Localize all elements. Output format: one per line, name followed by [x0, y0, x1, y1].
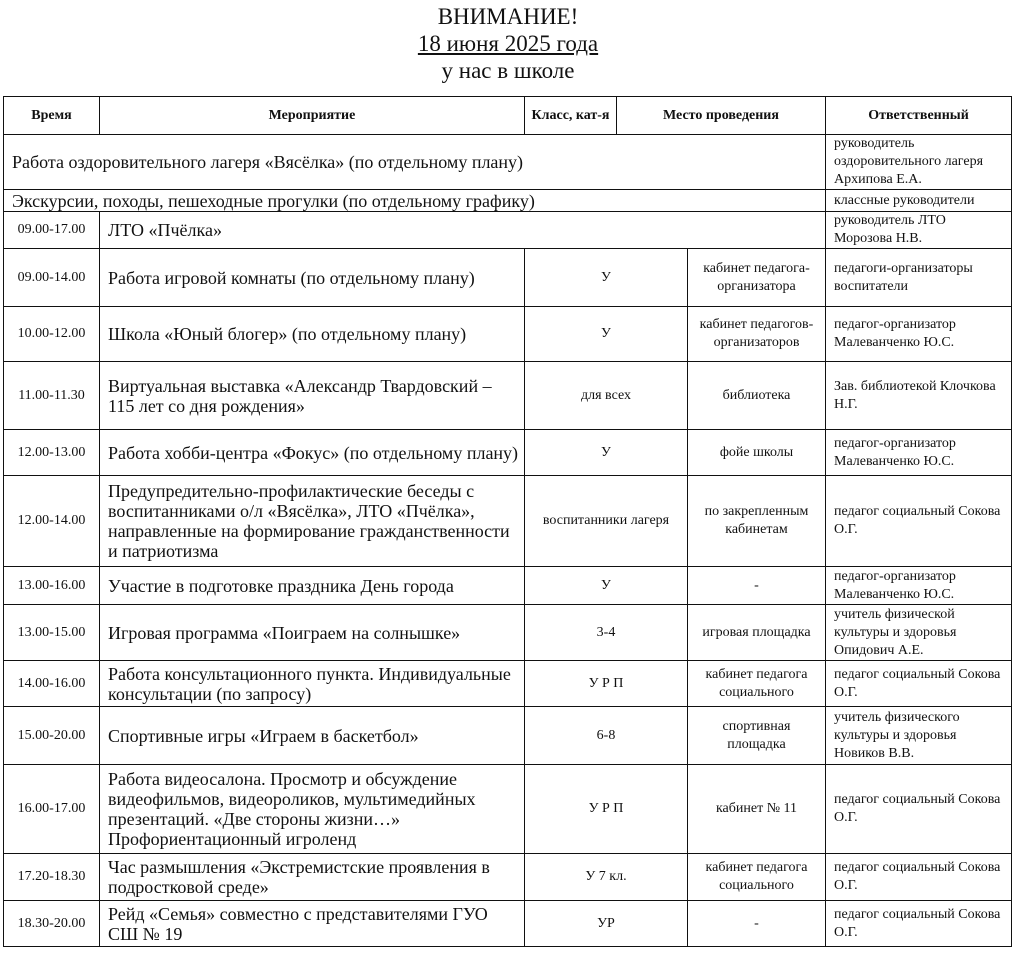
- time-cell: 09.00-17.00: [4, 212, 100, 249]
- class-cell: У 7 кл.: [525, 854, 688, 901]
- event-cell: Работа игровой комнаты (по отдельному плану): [100, 249, 525, 307]
- time-cell: 12.00-14.00: [4, 476, 100, 567]
- col-header-time: Время: [4, 97, 100, 135]
- responsible-cell: руководитель ЛТО Морозова Н.В.: [826, 212, 1012, 249]
- table-row: [4, 605, 1012, 661]
- responsible-cell: педагог социальный Сокова О.Г.: [826, 661, 1012, 707]
- col-header-event: Мероприятие: [100, 97, 525, 135]
- time-cell: 18.30-20.00: [4, 901, 100, 947]
- col-header-class-split: [525, 97, 826, 135]
- date-title: 18 июня 2025 года: [417, 31, 599, 56]
- subtitle: у нас в школе: [441, 58, 575, 83]
- event-cell: Работа хобби-центра «Фокус» (по отдельному плану): [100, 430, 525, 476]
- time-cell: 15.00-20.00: [4, 707, 100, 765]
- place-cell: игровая площадка: [688, 605, 826, 661]
- event-cell: Экскурсии, походы, пешеходные прогулки (по отдельному графику): [4, 190, 826, 212]
- class-cell: для всех: [525, 362, 688, 430]
- table-row: [4, 476, 1012, 567]
- table-row: [4, 430, 1012, 476]
- event-cell: Школа «Юный блогер» (по отдельному плану): [100, 307, 525, 362]
- responsible-cell: педагог-организатор Малеванченко Ю.С.: [826, 430, 1012, 476]
- time-cell: 16.00-17.00: [4, 765, 100, 854]
- place-cell: кабинет педагога социального: [688, 661, 826, 707]
- event-cell: Участие в подготовке праздника День города: [100, 567, 525, 605]
- page-header: [0, 0, 1016, 84]
- class-cell: У Р П: [525, 765, 688, 854]
- table-row: [4, 567, 1012, 605]
- event-cell: Работа видеосалона. Просмотр и обсуждение видеофильмов, видеороликов, мультимедийных презентаций. «Две стороны жизни…» Профориентационный игроленд: [100, 765, 525, 854]
- responsible-cell: педагог социальный Сокова О.Г.: [826, 765, 1012, 854]
- class-cell: У: [525, 307, 688, 362]
- event-cell: Игровая программа «Поиграем на солнышке»: [100, 605, 525, 661]
- table-row: [4, 854, 1012, 901]
- time-cell: 17.20-18.30: [4, 854, 100, 901]
- time-cell: 12.00-13.00: [4, 430, 100, 476]
- table-row: [4, 707, 1012, 765]
- col-header-place: Место проведения: [663, 107, 779, 123]
- place-cell: -: [688, 567, 826, 605]
- responsible-cell: педагог социальный Сокова О.Г.: [826, 854, 1012, 901]
- event-cell: Час размышления «Экстремистские проявления в подростковой среде»: [100, 854, 525, 901]
- table-row: [4, 249, 1012, 307]
- place-cell: спортивная площадка: [688, 707, 826, 765]
- place-cell: кабинет № 11: [688, 765, 826, 854]
- place-cell: кабинет педагогов-организаторов: [688, 307, 826, 362]
- class-cell: 3-4: [525, 605, 688, 661]
- col-header-class: Класс, кат-я: [525, 97, 617, 134]
- responsible-cell: учитель физической культуры и здоровья Опидович А.Е.: [826, 605, 1012, 661]
- table-row: [4, 212, 1012, 249]
- responsible-cell: педагог социальный Сокова О.Г.: [826, 476, 1012, 567]
- event-cell: Рейд «Семья» совместно с представителями ГУО СШ № 19: [100, 901, 525, 947]
- event-cell: Спортивные игры «Играем в баскетбол»: [100, 707, 525, 765]
- attention-title: ВНИМАНИЕ!: [437, 4, 579, 29]
- time-cell: 09.00-14.00: [4, 249, 100, 307]
- event-cell: Предупредительно-профилактические беседы с воспитанниками о/л «Вясёлка», ЛТО «Пчёлка», направленные на формирование гражданственности и патриотизма: [100, 476, 525, 567]
- responsible-cell: педагог-организатор Малеванченко Ю.С.: [826, 567, 1012, 605]
- class-cell: У: [525, 567, 688, 605]
- place-cell: библиотека: [688, 362, 826, 430]
- table-row: [4, 307, 1012, 362]
- time-cell: 11.00-11.30: [4, 362, 100, 430]
- class-cell: УР: [525, 901, 688, 947]
- event-cell: ЛТО «Пчёлка»: [100, 212, 826, 249]
- responsible-cell: педагог-организатор Малеванченко Ю.С.: [826, 307, 1012, 362]
- schedule-table: [3, 96, 1012, 947]
- header-row: [4, 97, 1012, 135]
- place-cell: кабинет педагога социального: [688, 854, 826, 901]
- event-cell: Работа оздоровительного лагеря «Вясёлка» (по отдельному плану): [4, 135, 826, 190]
- table-row: [4, 135, 1012, 190]
- responsible-cell: руководитель оздоровительного лагеря Архипова Е.А.: [826, 135, 1012, 190]
- responsible-cell: Зав. библиотекой Клочкова Н.Г.: [826, 362, 1012, 430]
- class-cell: воспитанники лагеря: [525, 476, 688, 567]
- place-cell: по закрепленным кабинетам: [688, 476, 826, 567]
- time-cell: 10.00-12.00: [4, 307, 100, 362]
- class-cell: У: [525, 430, 688, 476]
- table-row: [4, 190, 1012, 212]
- class-cell: 6-8: [525, 707, 688, 765]
- event-cell: Виртуальная выставка «Александр Твардовский – 115 лет со дня рождения»: [100, 362, 525, 430]
- place-cell: фойе школы: [688, 430, 826, 476]
- place-cell: кабинет педагога-организатора: [688, 249, 826, 307]
- responsible-cell: учитель физического культуры и здоровья Новиков В.В.: [826, 707, 1012, 765]
- col-header-resp: Ответственный: [826, 97, 1012, 135]
- class-cell: У: [525, 249, 688, 307]
- time-cell: 13.00-15.00: [4, 605, 100, 661]
- table-row: [4, 362, 1012, 430]
- responsible-cell: педагоги-организаторы воспитатели: [826, 249, 1012, 307]
- class-cell: У Р П: [525, 661, 688, 707]
- responsible-cell: классные руководители: [826, 190, 1012, 212]
- time-cell: 13.00-16.00: [4, 567, 100, 605]
- table-row: [4, 901, 1012, 947]
- table-row: [4, 765, 1012, 854]
- responsible-cell: педагог социальный Сокова О.Г.: [826, 901, 1012, 947]
- place-cell: -: [688, 901, 826, 947]
- event-cell: Работа консультационного пункта. Индивидуальные консультации (по запросу): [100, 661, 525, 707]
- table-row: [4, 661, 1012, 707]
- time-cell: 14.00-16.00: [4, 661, 100, 707]
